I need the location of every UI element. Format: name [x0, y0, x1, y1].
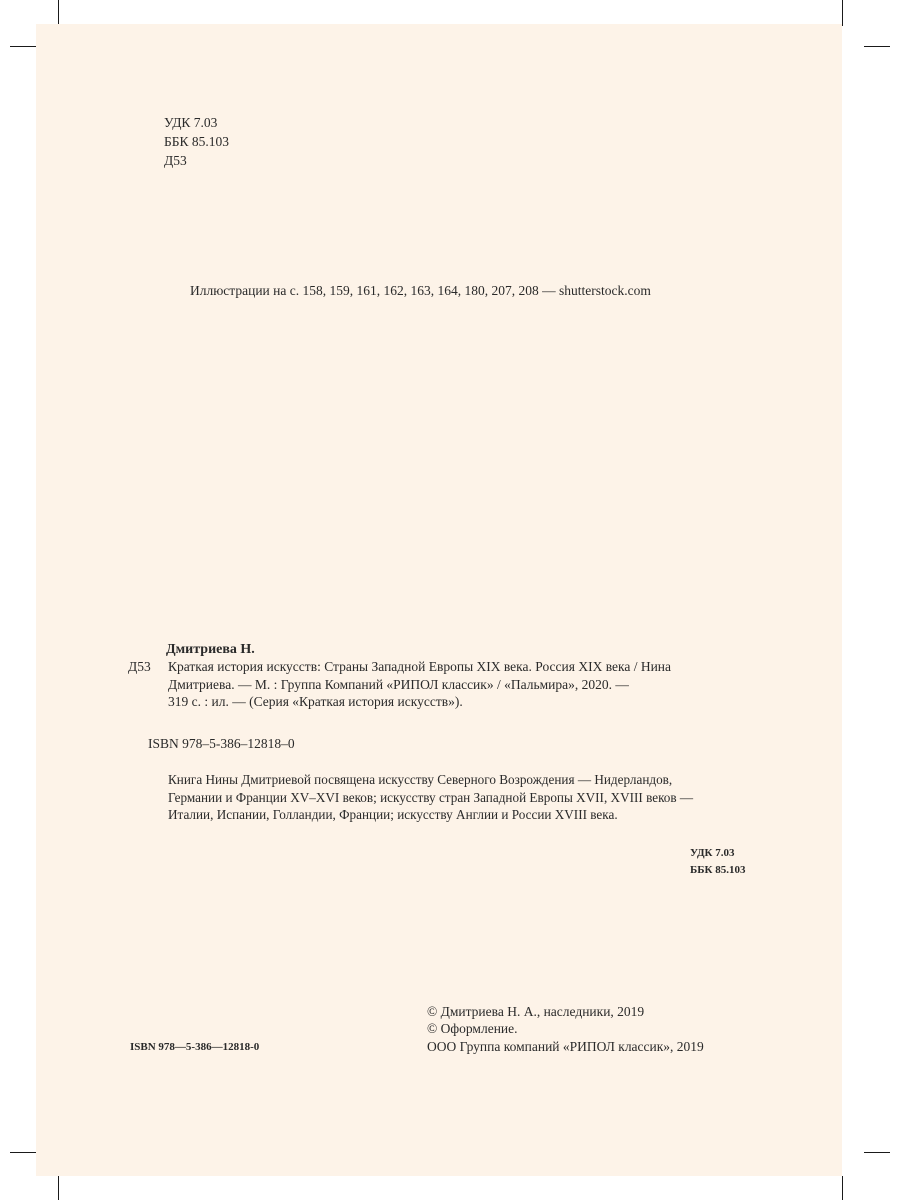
footer-copyright-line: © Оформление.: [427, 1021, 518, 1036]
crop-mark-bottom-right: [842, 1176, 843, 1200]
catalog-code: Д53: [128, 659, 151, 674]
header-udk: УДК 7.03: [164, 115, 218, 130]
catalog-description-line: 319 с. : ил. — (Серия «Краткая история искусств»).: [168, 694, 463, 709]
crop-mark-top-right: [842, 0, 843, 26]
footer-copyright-line: © Дмитриева Н. А., наследники, 2019: [427, 1004, 645, 1019]
annotation-line: Книга Нины Дмитриевой посвящена искусству Северного Возрождения — Нидерландов,: [168, 772, 673, 787]
crop-mark-left-top: [10, 46, 36, 47]
catalog-author: Дмитриева Н.: [166, 642, 255, 657]
footer-isbn: ISBN 978—5-386—12818-0: [130, 1041, 260, 1053]
header-bbk: ББК 85.103: [164, 134, 230, 149]
classification-udk: УДК 7.03: [690, 847, 735, 859]
catalog-description-line: Краткая история искусств: Страны Западной Европы XIX века. Россия XIX века / Нина: [168, 659, 672, 674]
catalog-isbn: ISBN 978–5-386–12818–0: [148, 736, 295, 751]
crop-mark-bottom-left: [58, 1176, 59, 1200]
crop-mark-right-bottom: [864, 1152, 890, 1153]
header-code: Д53: [164, 153, 187, 168]
annotation-line: Италии, Испании, Голландии, Франции; искусству Англии и России XVIII века.: [168, 807, 618, 822]
annotation-line: Германии и Франции XV–XVI веков; искусству стран Западной Европы XVII, XVIII веков —: [168, 789, 694, 805]
crop-mark-left-bottom: [10, 1152, 36, 1153]
footer-copyright-line: ООО Группа компаний «РИПОЛ классик», 2019: [427, 1039, 704, 1054]
annotation: [168, 771, 768, 824]
catalog-description-line: Дмитриева. — М. : Группа Компаний «РИПОЛ классик» / «Пальмира», 2020. —: [168, 676, 629, 692]
crop-mark-right-top: [864, 46, 890, 47]
illustrations-note: Иллюстрации на с. 158, 159, 161, 162, 163, 164, 180, 207, 208 — shutterstock.com: [190, 283, 651, 298]
classification-bbk: ББК 85.103: [690, 864, 746, 876]
catalog-description: [168, 658, 768, 711]
crop-mark-top-left: [58, 0, 59, 26]
